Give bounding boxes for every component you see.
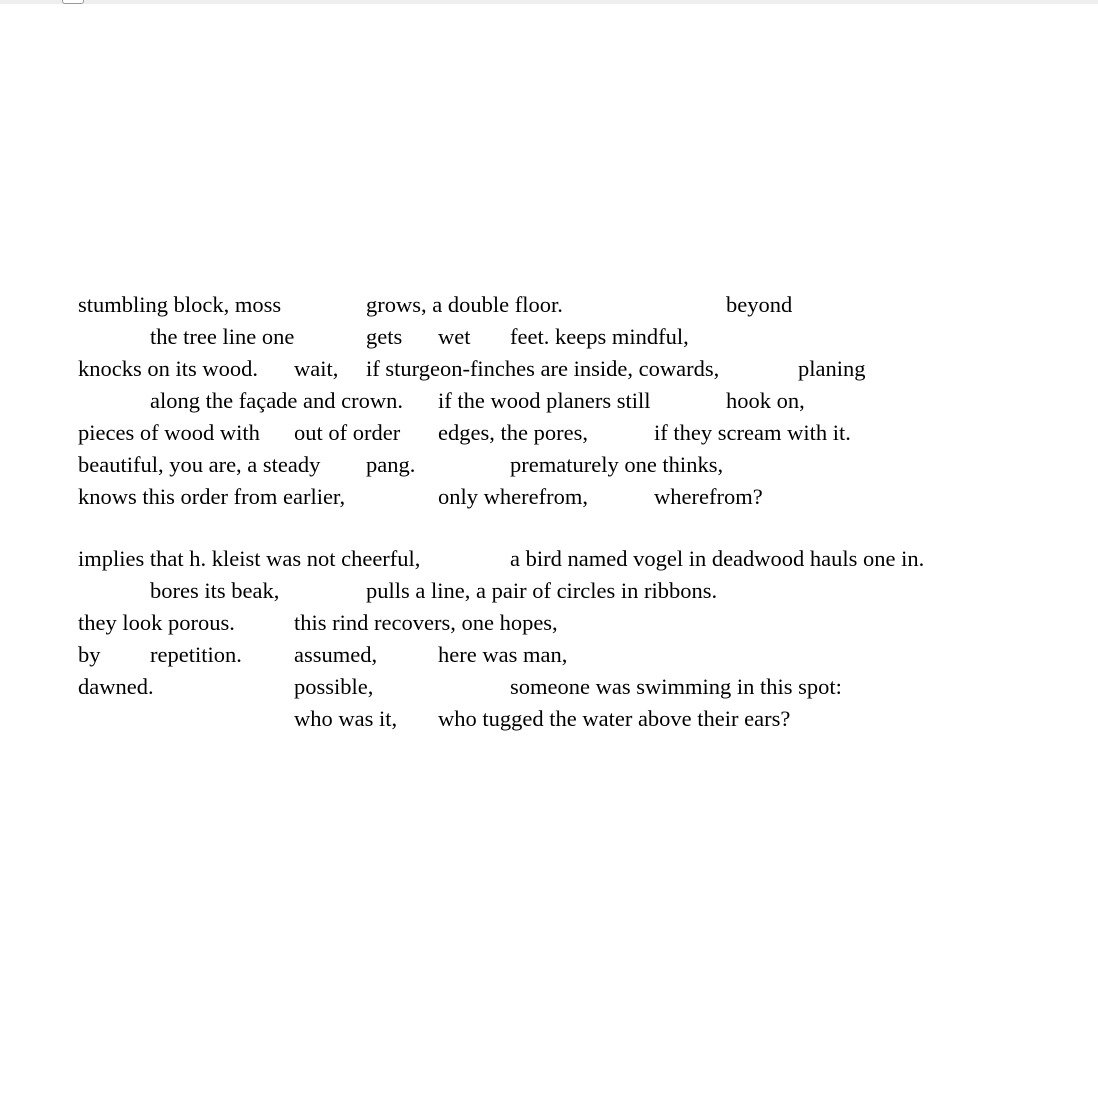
s1-line7-fragment-1: knows this order from earlier,	[78, 484, 346, 509]
s1-line5-fragment-4: if they scream with it.	[654, 420, 851, 445]
s2-line5-fragment-3: someone was swimming in this spot:	[510, 674, 842, 699]
s1-line1-fragment-1: stumbling block, moss	[78, 292, 282, 317]
s1-line4-fragment-3: hook on,	[726, 388, 805, 413]
s1-line2-fragment-4: feet. keeps mindful,	[510, 324, 689, 349]
s1-line6-fragment-3: prematurely one thinks,	[510, 452, 724, 477]
s1-line5-fragment-1: pieces of wood with	[78, 420, 260, 445]
s1-line1-fragment-2: grows, a double floor.	[366, 292, 563, 317]
s1-line3-fragment-2: wait,	[294, 356, 339, 381]
s2-line6-fragment-1: who was it,	[294, 706, 398, 731]
s1-line5-fragment-3: edges, the pores,	[438, 420, 588, 445]
s1-line4-fragment-2: if the wood planers still	[438, 388, 651, 413]
s2-line3-fragment-1: they look porous.	[78, 610, 235, 635]
s1-line2-fragment-1: the tree line one	[150, 324, 295, 349]
s2-line2-fragment-1: bores its beak,	[150, 578, 280, 603]
s1-line3-fragment-4: planing	[798, 356, 866, 381]
s1-line2-fragment-2: gets	[366, 324, 403, 349]
s2-line5-fragment-1: dawned.	[78, 674, 154, 699]
s1-line5-fragment-2: out of order	[294, 420, 401, 445]
s1-line2-fragment-3: wet	[438, 324, 471, 349]
s1-line7-fragment-3: wherefrom?	[654, 484, 763, 509]
s2-line6-fragment-2: who tugged the water above their ears?	[438, 706, 791, 731]
s2-line5-fragment-2: possible,	[294, 674, 374, 699]
s1-line7-fragment-2: only wherefrom,	[438, 484, 588, 509]
s2-line2-fragment-2: pulls a line, a pair of circles in ribbons.	[366, 578, 718, 603]
s2-line1-fragment-2: a bird named vogel in deadwood hauls one in.	[510, 546, 925, 571]
s2-line4-fragment-3: assumed,	[294, 642, 378, 667]
s1-line6-fragment-1: beautiful, you are, a steady	[78, 452, 321, 477]
s1-line6-fragment-2: pang.	[366, 452, 416, 477]
s2-line4-fragment-2: repetition.	[150, 642, 242, 667]
s1-line3-fragment-3: if sturgeon-finches are inside, cowards,	[366, 356, 720, 381]
s2-line3-fragment-2: this rind recovers, one hopes,	[294, 610, 558, 635]
s1-line3-fragment-1: knocks on its wood.	[78, 356, 258, 381]
s2-line4-fragment-1: by	[78, 642, 101, 667]
s1-line1-fragment-3: beyond	[726, 292, 793, 317]
s1-line4-fragment-1: along the façade and crown.	[150, 388, 404, 413]
s2-line1-fragment-1: implies that h. kleist was not cheerful,	[78, 546, 421, 571]
s2-line4-fragment-4: here was man,	[438, 642, 568, 667]
